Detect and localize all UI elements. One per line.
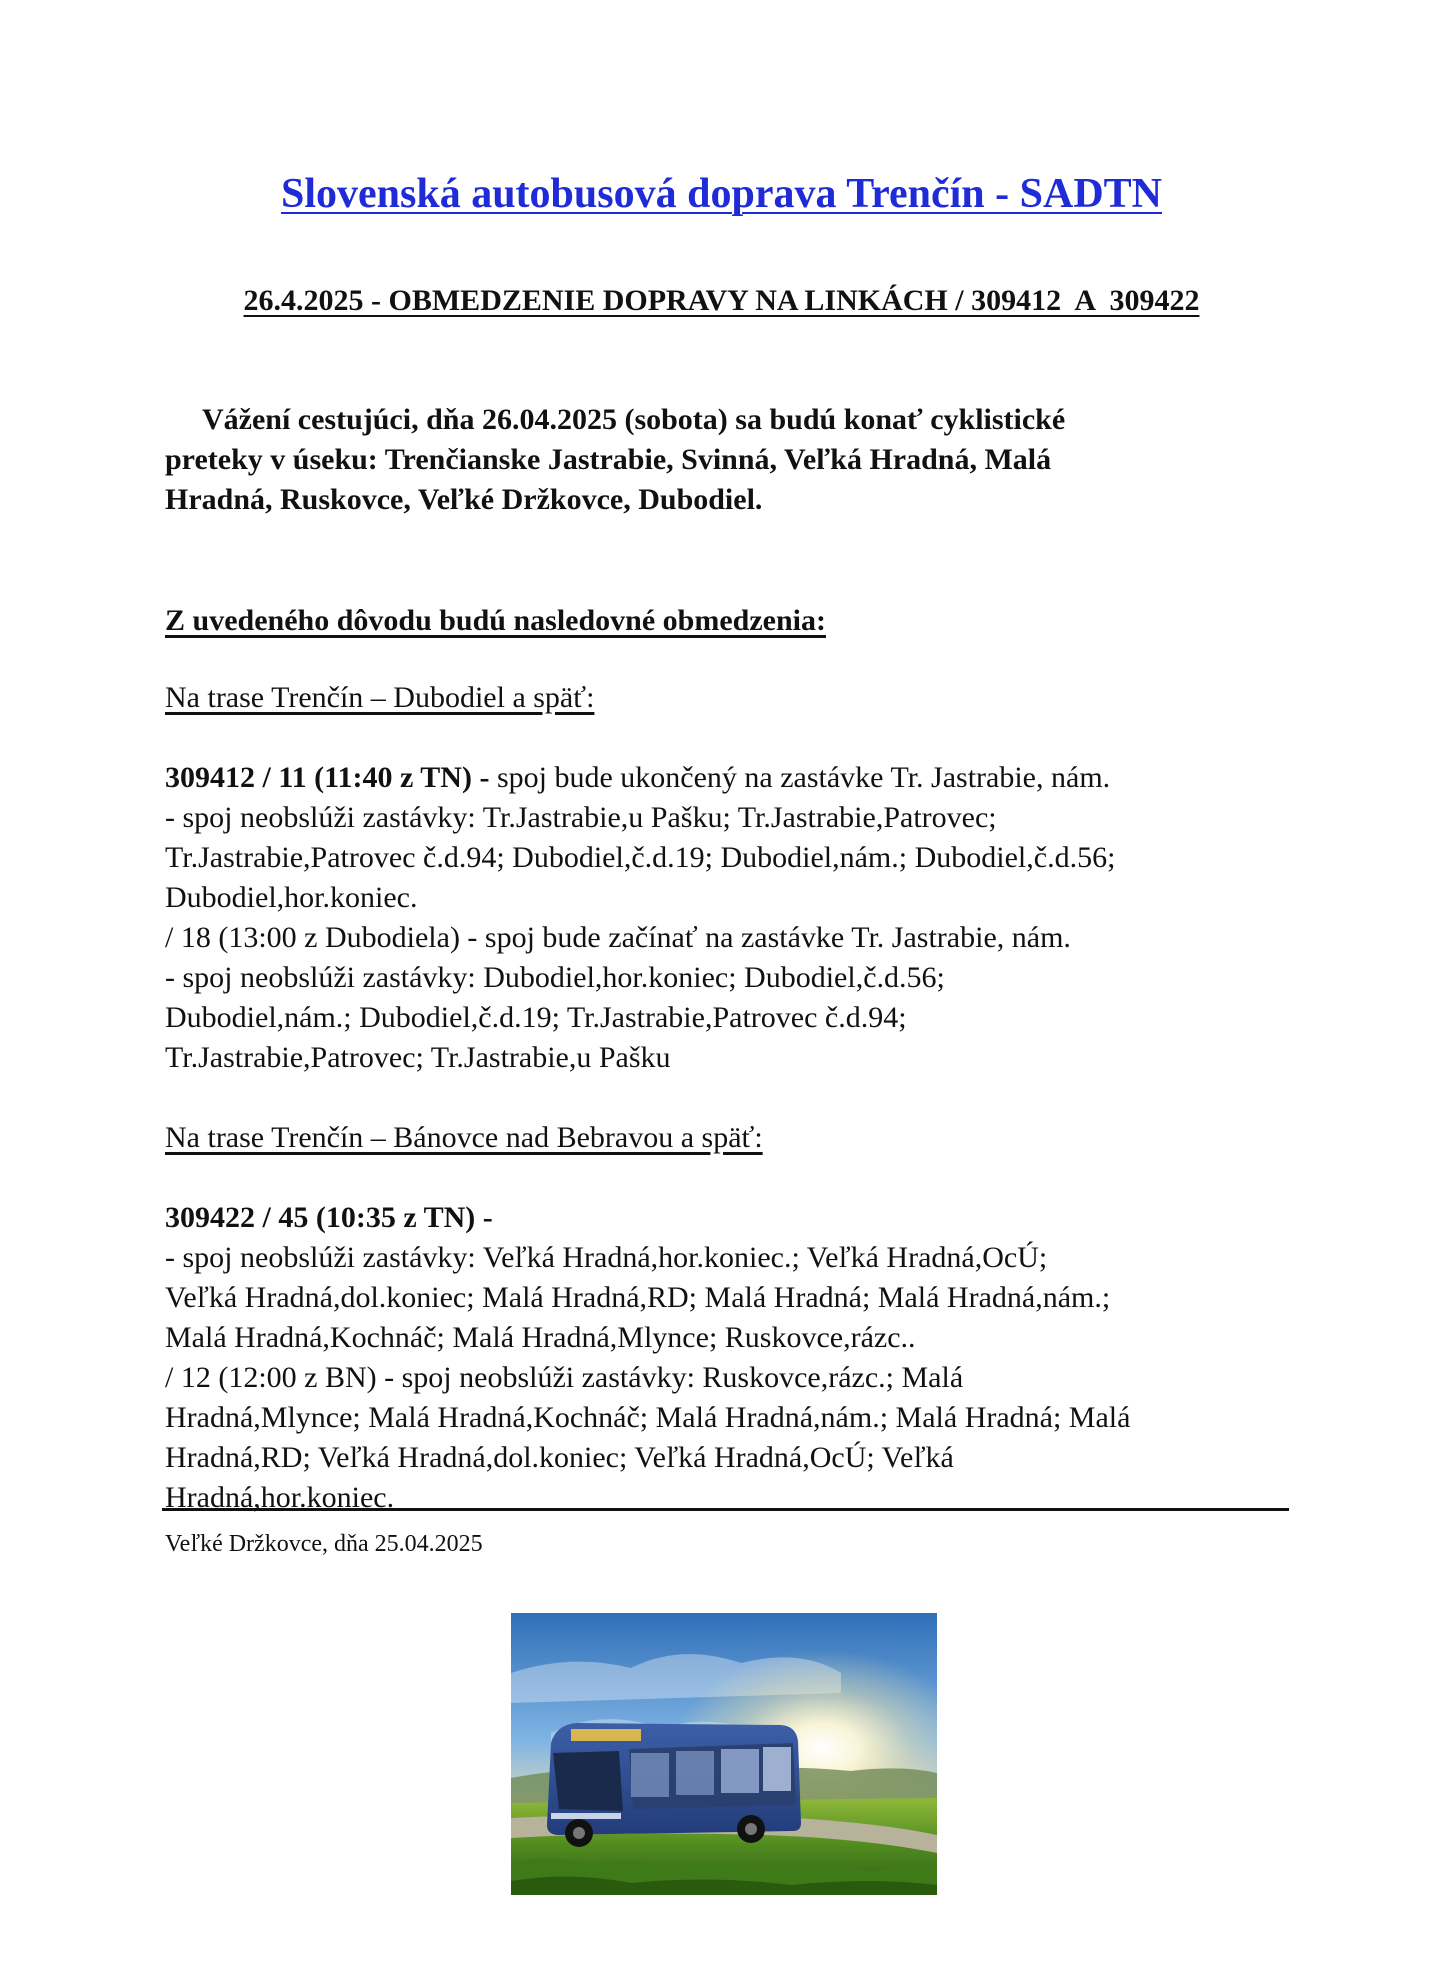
restrictions-heading: Z uvedeného dôvodu budú nasledovné obmedzenia: [165, 604, 826, 637]
horizontal-divider [162, 1508, 1289, 1511]
route1-line: / 18 (13:00 z Dubodiela) - spoj bude začínať na zastávke Tr. Jastrabie, nám. [165, 921, 1071, 954]
route2-line: / 12 (12:00 z BN) - spoj neobslúži zastávky: Ruskovce,rázc.; Malá [165, 1361, 964, 1394]
bus-photo-icon [511, 1613, 937, 1895]
route1-line: Dubodiel,nám.; Dubodiel,č.d.19; Tr.Jastrabie,Patrovec č.d.94; [165, 1001, 907, 1034]
route2-line: Malá Hradná,Kochnáč; Malá Hradná,Mlynce; Ruskovce,rázc.. [165, 1321, 916, 1354]
route1-line [165, 758, 1295, 798]
route2-details [165, 1198, 1295, 1518]
route1-line: Dubodiel,hor.koniec. [165, 881, 418, 914]
route1-line: Tr.Jastrabie,Patrovec; Tr.Jastrabie,u Pašku [165, 1041, 671, 1074]
route2-line: Hradná,RD; Veľká Hradná,dol.koniec; Veľká Hradná,OcÚ; Veľká [165, 1441, 954, 1474]
footer-place-date: Veľké Držkovce, dňa 25.04.2025 [165, 1531, 483, 1557]
route1-line: - spoj neobslúži zastávky: Tr.Jastrabie,u Pašku; Tr.Jastrabie,Patrovec; [165, 801, 997, 834]
company-title-link[interactable]: Slovenská autobusová doprava Trenčín - SADTN [280, 171, 1163, 217]
route2-line [165, 1198, 1295, 1238]
intro-line: preteky v úseku: Trenčianske Jastrabie, Svinná, Veľká Hradná, Malá [165, 443, 1052, 476]
connection-label: 309422 / 45 (10:35 z TN) - [165, 1201, 493, 1234]
route1-line: Tr.Jastrabie,Patrovec č.d.94; Dubodiel,č.d.19; Dubodiel,nám.; Dubodiel,č.d.56; [165, 841, 1116, 874]
route2-line: - spoj neobslúži zastávky: Veľká Hradná,hor.koniec.; Veľká Hradná,OcÚ; [165, 1241, 1048, 1274]
route2-line: Hradná,Mlynce; Malá Hradná,Kochnáč; Malá Hradná,nám.; Malá Hradná; Malá [165, 1401, 1131, 1434]
connection-text: spoj bude ukončený na zastávke Tr. Jastrabie, nám. [489, 761, 1111, 794]
route1-details [165, 758, 1295, 1078]
route2-heading: Na trase Trenčín – Bánovce nad Bebravou a späť: [165, 1121, 763, 1154]
intro-line: Hradná, Ruskovce, Veľké Držkovce, Dubodiel. [165, 483, 763, 516]
intro-paragraph [165, 400, 1285, 520]
route1-line: - spoj neobslúži zastávky: Dubodiel,hor.koniec; Dubodiel,č.d.56; [165, 961, 945, 994]
page-title [0, 168, 1443, 220]
route1-heading: Na trase Trenčín – Dubodiel a späť: [165, 681, 595, 714]
route2-line: Hradná,hor.koniec. [165, 1481, 395, 1514]
connection-label: 309412 / 11 (11:40 z TN) - [165, 761, 490, 794]
intro-line: Vážení cestujúci, dňa 26.04.2025 (sobota) sa budú konať cyklistické [165, 403, 1066, 436]
route2-line: Veľká Hradná,dol.koniec; Malá Hradná,RD; Malá Hradná; Malá Hradná,nám.; [165, 1281, 1111, 1314]
notice-subtitle: 26.4.2025 - OBMEDZENIE DOPRAVY NA LINKÁCH / 309412 A 309422 [243, 284, 1200, 317]
